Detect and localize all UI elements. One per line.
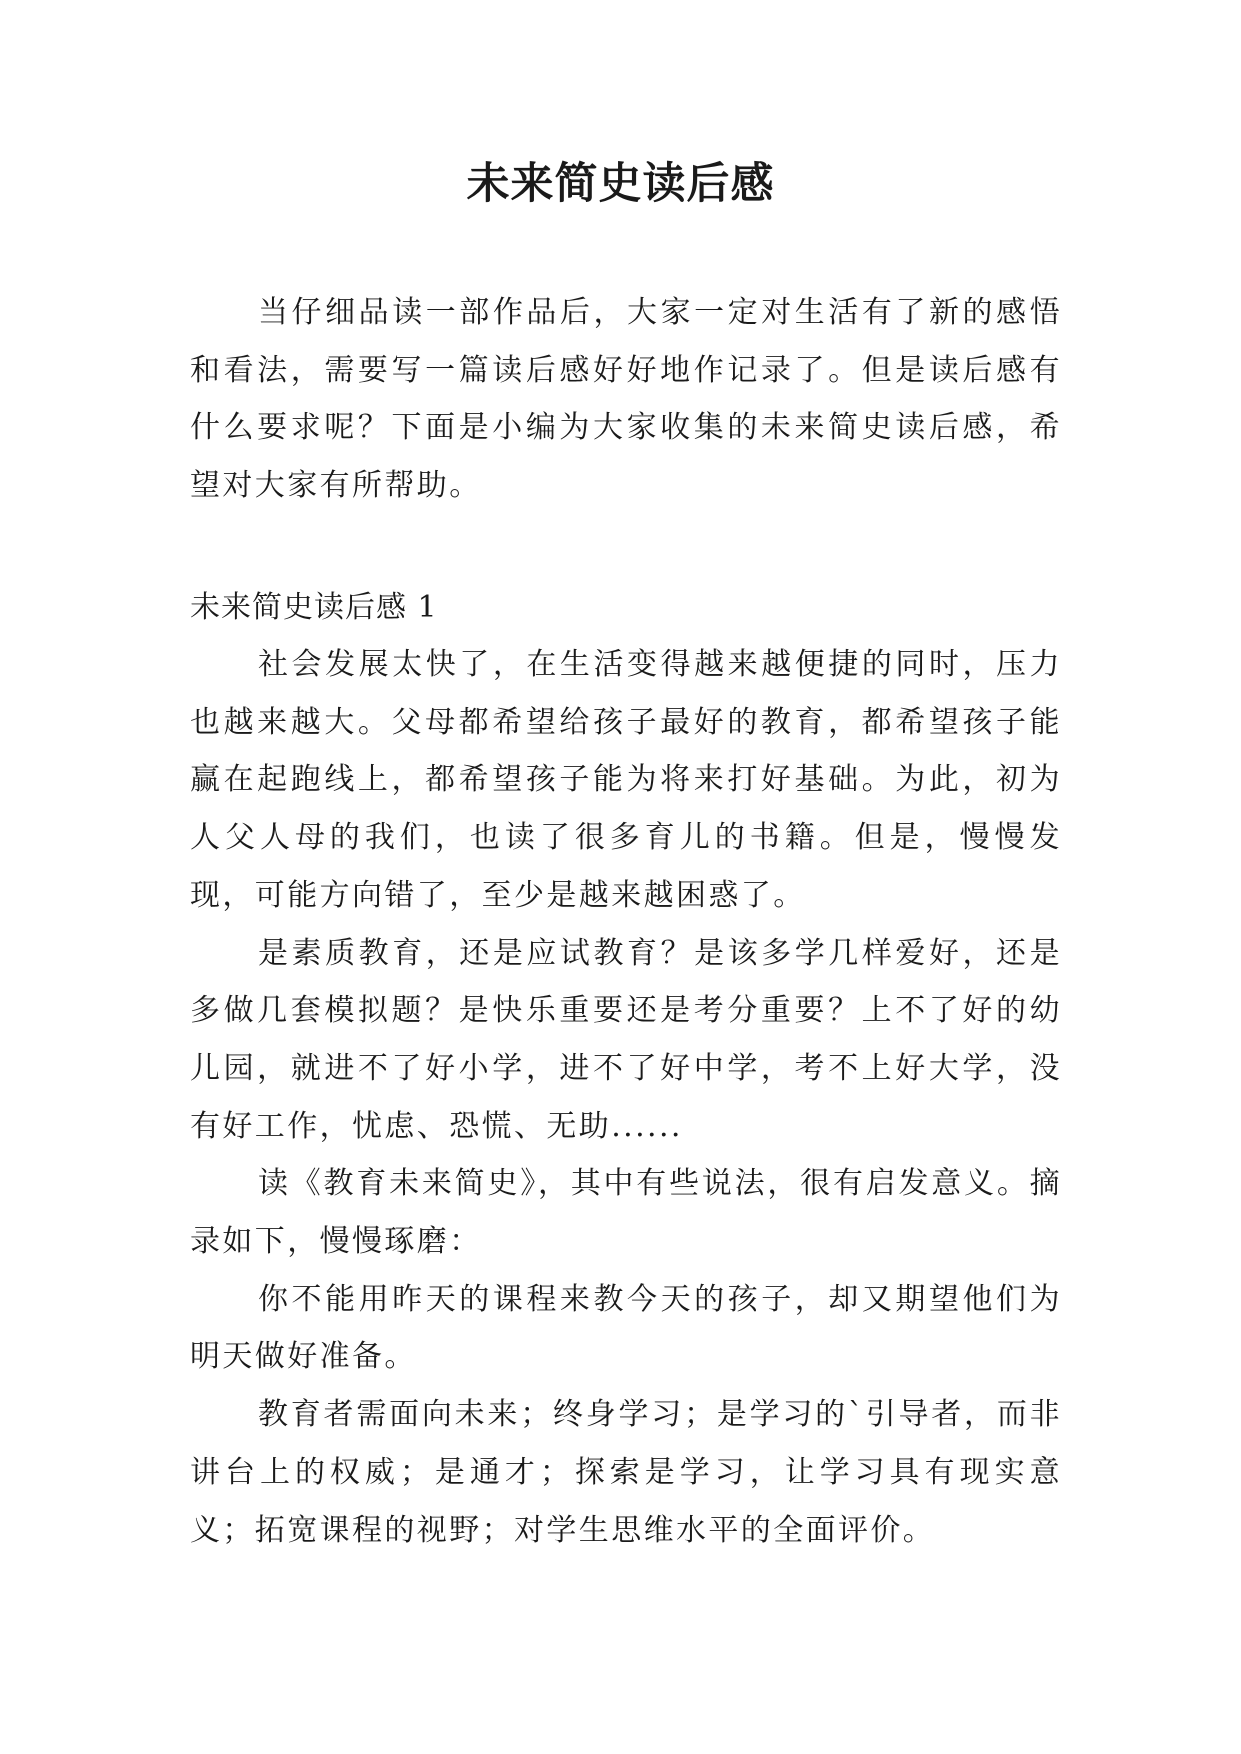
body-paragraph: 读《教育未来简史》，其中有些说法，很有启发意义。摘录如下，慢慢琢磨：: [190, 1166, 1062, 1260]
body-paragraph: 你不能用昨天的课程来教今天的孩子，却又期望他们为明天做好准备。: [190, 1281, 1062, 1375]
intro-paragraph: 当仔细品读一部作品后，大家一定对生活有了新的感悟和看法，需要写一篇读后感好好地作记录了。但是读后感有什么要求呢？下面是小编为大家收集的未来简史读后感，希望对大家有所帮助。: [190, 295, 1062, 504]
article-body: [190, 636, 1062, 1559]
section-heading: 未来简史读后感 1: [190, 590, 438, 625]
body-paragraph: 是素质教育，还是应试教育？是该多学几样爱好，还是多做几套模拟题？是快乐重要还是考分重要？上不了好的幼儿园，就进不了好小学，进不了好中学，考不上好大学，没有好工作，忧虑、恐慌、无助......: [190, 935, 1062, 1144]
body-paragraph: 教育者需面向未来；终身学习；是学习的`引导者，而非讲台上的权威；是通才；探索是学习，让学习具有现实意义；拓宽课程的视野；对学生思维水平的全面评价。: [190, 1397, 1062, 1548]
document-title: 未来简史读后感: [466, 159, 775, 209]
body-paragraph: 社会发展太快了，在生活变得越来越便捷的同时，压力也越来越大。父母都希望给孩子最好的教育，都希望孩子能赢在起跑线上，都希望孩子能为将来打好基础。为此，初为人父人母的我们，也读了很多育儿的书籍。但是，慢慢发现，可能方向错了，至少是越来越困惑了。: [190, 647, 1062, 913]
